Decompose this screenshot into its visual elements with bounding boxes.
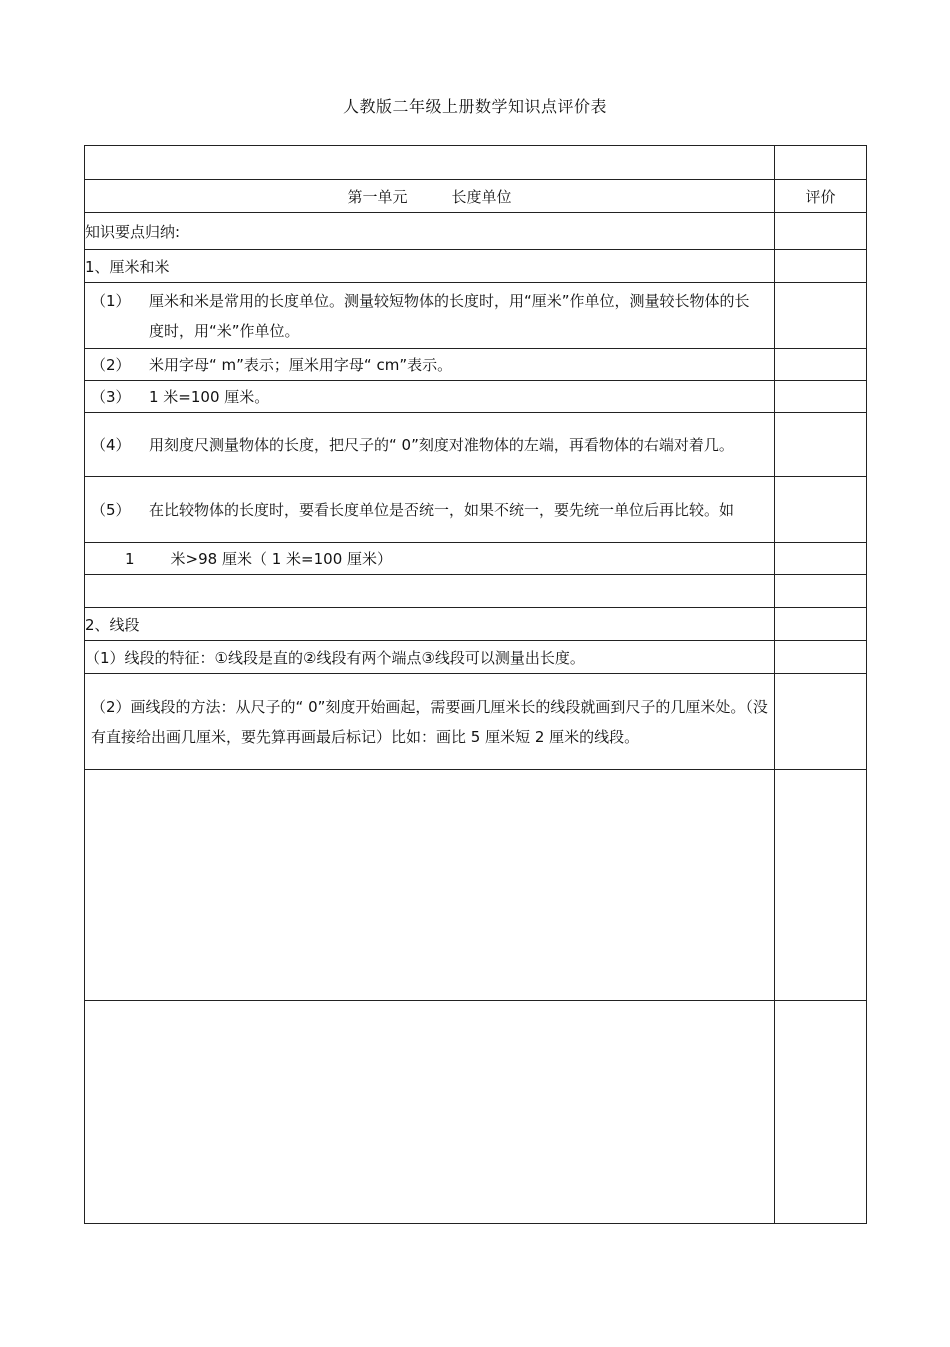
item-text: 1 米=100 厘米。 — [149, 387, 270, 406]
item-text: 在比较物体的长度时，要看长度单位是否统一，如果不统一，要先统一单位后再比较。如 — [149, 500, 735, 519]
eval-cell — [775, 477, 867, 543]
eval-cell — [775, 146, 867, 180]
item-text: （2）画线段的方法：从尺子的“ 0”刻度开始画起，需要画几厘米长的线段就画到尺子的几厘米处。（没有直接给出画几厘米，要先算再画最后标记）比如：画比 5 厘米短 2 厘米的线段。 — [91, 697, 768, 746]
example-row — [85, 543, 867, 575]
example-text: 米>98 厘米（ 1 米=100 厘米） — [170, 550, 393, 568]
item-text: 米用字母“ m”表示；厘米用字母“ cm”表示。 — [149, 355, 453, 374]
eval-cell — [775, 674, 867, 770]
list-item — [85, 349, 867, 381]
eval-cell — [775, 349, 867, 381]
list-item — [85, 413, 867, 477]
unit-header-cell — [85, 180, 775, 213]
list-item — [85, 641, 867, 674]
unit-topic: 长度单位 — [451, 187, 512, 206]
eval-cell — [775, 770, 867, 1001]
summary-label: 知识要点归纳: — [85, 213, 775, 250]
empty-row — [85, 1001, 867, 1224]
blank-cell — [85, 146, 775, 180]
example-number: 1 — [125, 550, 135, 568]
list-item — [85, 674, 867, 770]
eval-cell — [775, 213, 867, 250]
item-number: （5） — [91, 500, 131, 519]
list-item — [85, 477, 867, 543]
list-item — [85, 283, 867, 349]
header-row — [85, 180, 867, 213]
item-number: （3） — [91, 387, 131, 406]
eval-cell — [775, 283, 867, 349]
eval-cell — [775, 381, 867, 413]
evaluation-table — [84, 145, 867, 1224]
eval-cell — [775, 413, 867, 477]
eval-cell — [775, 1001, 867, 1224]
eval-cell — [775, 250, 867, 283]
item-text: （1）线段的特征：①线段是直的②线段有两个端点③线段可以测量出长度。 — [85, 641, 775, 674]
eval-cell — [775, 608, 867, 641]
eval-cell — [775, 575, 867, 608]
summary-row — [85, 213, 867, 250]
eval-cell — [775, 543, 867, 575]
item-text: 厘米和米是常用的长度单位。测量较短物体的长度时，用“厘米”作单位，测量较长物体的长度时，用“米”作单位。 — [149, 291, 750, 340]
section-heading-row — [85, 608, 867, 641]
empty-row — [85, 575, 867, 608]
empty-row — [85, 770, 867, 1001]
section2-heading: 2、线段 — [85, 608, 775, 641]
item-number: （4） — [91, 435, 131, 454]
section1-heading: 1、厘米和米 — [85, 250, 775, 283]
section-heading-row — [85, 250, 867, 283]
document-title: 人教版二年级上册数学知识点评价表 — [342, 97, 607, 116]
blank-row — [85, 146, 867, 180]
unit-title: 第一单元 — [347, 187, 408, 206]
item-text: 用刻度尺测量物体的长度，把尺子的“ 0”刻度对准物体的左端，再看物体的右端对着几。 — [149, 435, 734, 454]
eval-cell — [775, 641, 867, 674]
item-number: （1） — [91, 291, 131, 310]
eval-header: 评价 — [775, 180, 867, 213]
item-number: （2） — [91, 355, 131, 374]
list-item — [85, 381, 867, 413]
